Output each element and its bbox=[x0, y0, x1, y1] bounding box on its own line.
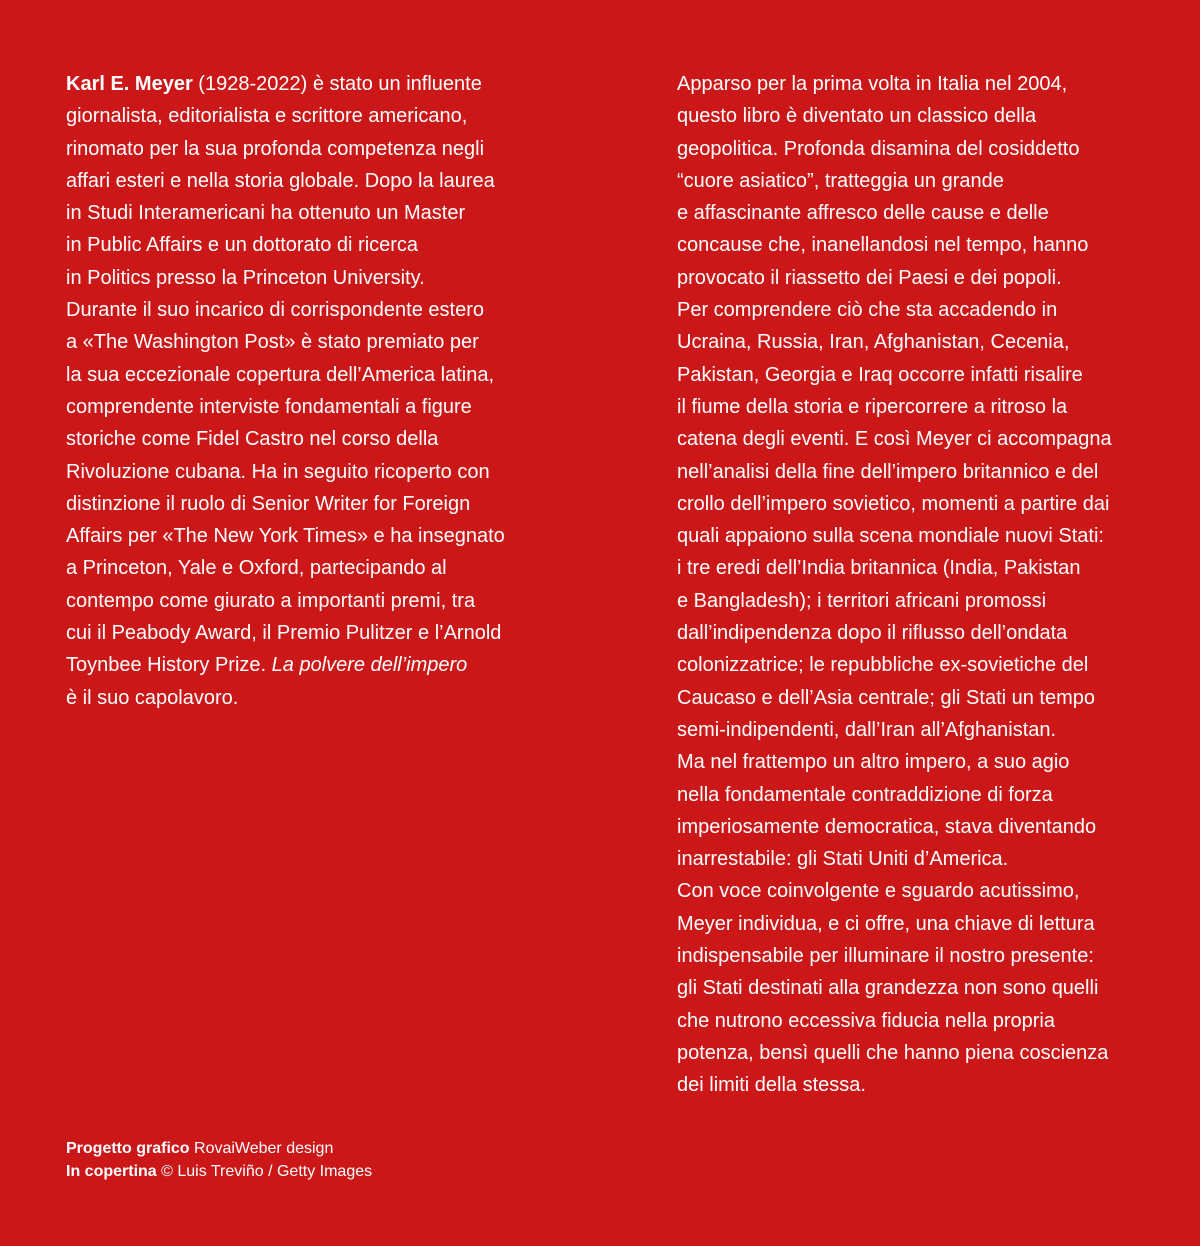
description-line: nella fondamentale contraddizione di forza bbox=[677, 783, 1053, 806]
bio-line: Affairs per «The New York Times» e ha insegnato bbox=[66, 525, 505, 548]
description-line: potenza, bensì quelli che hanno piena coscienza bbox=[677, 1041, 1109, 1064]
description-line: dei limiti della stessa. bbox=[677, 1074, 866, 1097]
description-line: semi-indipendenti, dall’Iran all’Afghanistan. bbox=[677, 718, 1057, 741]
description-line: dall’indipendenza dopo il riflusso dell’ondata bbox=[677, 622, 1068, 645]
bio-line: è il suo capolavoro. bbox=[66, 686, 239, 709]
description-line: inarrestabile: gli Stati Uniti d’America. bbox=[677, 848, 1009, 871]
description-line: Con voce coinvolgente e sguardo acutissimo, bbox=[677, 880, 1080, 903]
bio-line: in Public Affairs e un dottorato di ricerca bbox=[66, 234, 419, 257]
bio-line: comprendente interviste fondamentali a figure bbox=[66, 395, 472, 418]
description-line: nell’analisi della fine dell’impero britannico e del bbox=[677, 460, 1099, 483]
description-line: colonizzatrice; le repubbliche ex-sovietiche del bbox=[677, 654, 1089, 677]
description-line: provocato il riassetto dei Paesi e dei popoli. bbox=[677, 266, 1062, 289]
description-line: quali appaiono sulla scena mondiale nuovi Stati: bbox=[677, 525, 1104, 548]
bio-line: Rivoluzione cubana. Ha in seguito ricoperto con bbox=[66, 460, 490, 483]
bio-line: distinzione il ruolo di Senior Writer for Foreign bbox=[66, 492, 471, 515]
description-line: e affascinante affresco delle cause e delle bbox=[677, 202, 1049, 225]
bio-line: in Studi Interamericani ha ottenuto un Master bbox=[66, 202, 466, 225]
bio-line: rinomato per la sua profonda competenza negli bbox=[66, 137, 485, 160]
description-line: e Bangladesh); i territori africani promossi bbox=[677, 589, 1047, 612]
description-line: imperiosamente democratica, stava diventando bbox=[677, 815, 1097, 838]
bio-line: affari esteri e nella storia globale. Dopo la laurea bbox=[66, 169, 495, 192]
description-line: indispensabile per illuminare il nostro presente: bbox=[677, 945, 1094, 968]
bio-line: cui il Peabody Award, il Premio Pulitzer e l’Arnold bbox=[66, 622, 502, 645]
description-line: catena degli eventi. E così Meyer ci accompagna bbox=[677, 428, 1112, 451]
description-line: gli Stati destinati alla grandezza non sono quelli bbox=[677, 977, 1099, 1000]
description-line: Ma nel frattempo un altro impero, a suo agio bbox=[677, 751, 1070, 774]
description-line: geopolitica. Profonda disamina del cosiddetto bbox=[677, 137, 1080, 160]
bio-line: contempo come giurato a importanti premi, tra bbox=[66, 589, 476, 612]
description-line: Ucraina, Russia, Iran, Afghanistan, Cecenia, bbox=[677, 331, 1070, 354]
credits bbox=[66, 1137, 372, 1183]
cover-credit bbox=[66, 1160, 372, 1183]
bio-line: a «The Washington Post» è stato premiato per bbox=[66, 331, 479, 354]
design-credit-value: RovaiWeber design bbox=[189, 1140, 334, 1157]
design-credit-label: Progetto grafico bbox=[66, 1140, 190, 1157]
description-line: che nutrono eccessiva fiducia nella propria bbox=[677, 1009, 1055, 1032]
cover-credit-label: In copertina bbox=[66, 1163, 157, 1180]
description-line: Per comprendere ciò che sta accadendo in bbox=[677, 299, 1058, 322]
bio-line: in Politics presso la Princeton University. bbox=[66, 266, 425, 289]
book-description bbox=[677, 68, 1147, 1102]
bio-line: Toynbee History Prize. La polvere dell’impero bbox=[66, 654, 468, 677]
description-line: crollo dell’impero sovietico, momenti a partire dai bbox=[677, 492, 1110, 515]
description-line: “cuore asiatico”, tratteggia un grande bbox=[677, 169, 1004, 192]
description-line: Meyer individua, e ci offre, una chiave di lettura bbox=[677, 912, 1095, 935]
description-line: Pakistan, Georgia e Iraq occorre infatti risalire bbox=[677, 363, 1083, 386]
bio-line: la sua eccezionale copertura dell’America latina, bbox=[66, 363, 495, 386]
description-line: Apparso per la prima volta in Italia nel 2004, bbox=[677, 73, 1068, 95]
bio-line: storiche come Fidel Castro nel corso della bbox=[66, 428, 439, 451]
description-line: il fiume della storia e ripercorrere a ritroso la bbox=[677, 395, 1068, 418]
bio-line: giornalista, editorialista e scrittore americano, bbox=[66, 105, 468, 128]
book-title: La polvere dell’impero bbox=[271, 654, 468, 677]
cover-credit-value: © Luis Treviño / Getty Images bbox=[156, 1163, 373, 1180]
description-line: questo libro è diventato un classico della bbox=[677, 105, 1037, 128]
bio-line: a Princeton, Yale e Oxford, partecipando al bbox=[66, 557, 447, 580]
bio-line: Karl E. Meyer (1928-2022) è stato un influente bbox=[66, 73, 482, 95]
description-line: i tre eredi dell’India britannica (India, Pakistan bbox=[677, 557, 1081, 580]
author-bio bbox=[66, 68, 536, 714]
description-line: concause che, inanellandosi nel tempo, hanno bbox=[677, 234, 1089, 257]
bio-line: Durante il suo incarico di corrispondente estero bbox=[66, 299, 484, 322]
description-line: Caucaso e dell’Asia centrale; gli Stati un tempo bbox=[677, 686, 1096, 709]
author-name: Karl E. Meyer bbox=[66, 73, 193, 95]
design-credit bbox=[66, 1137, 372, 1160]
